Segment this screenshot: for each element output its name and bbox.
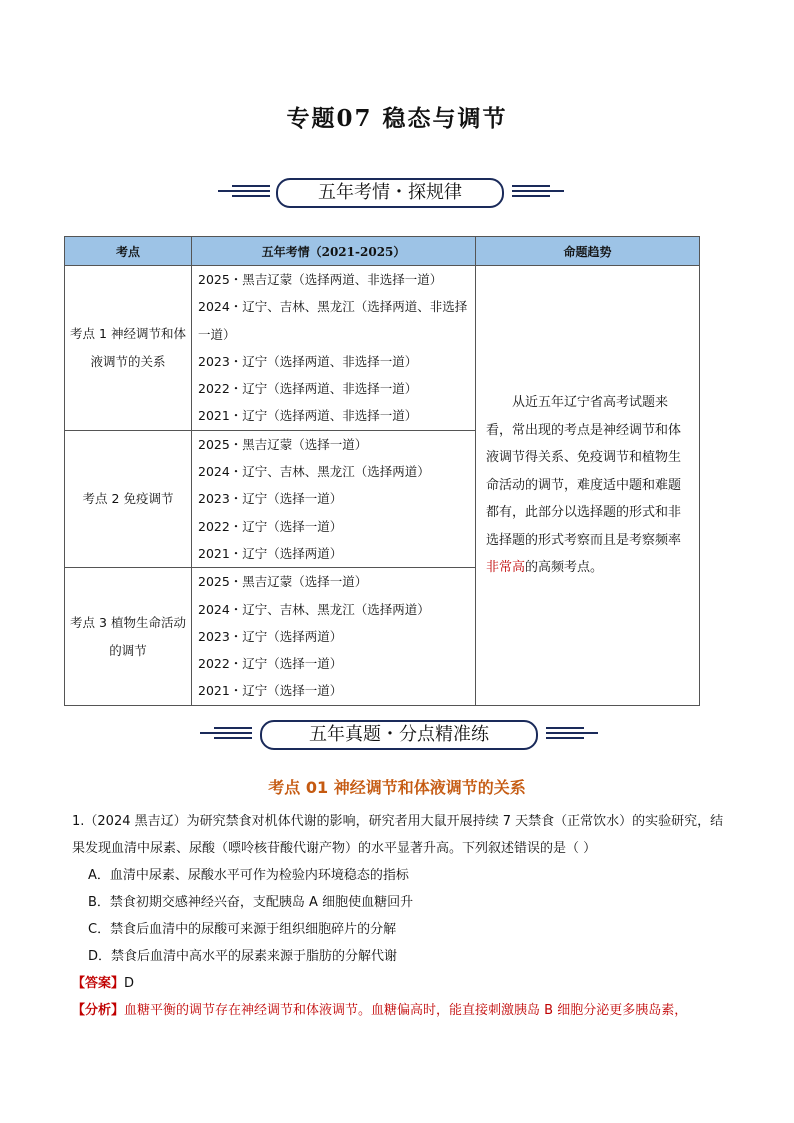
years-cell (192, 568, 476, 705)
analysis-text: 血糖平衡的调节存在神经调节和体液调节。血糖偏高时，能直接刺激胰岛 B 细胞分泌更多胰岛素， (124, 1003, 688, 1018)
year-entry: 2024・辽宁、吉林、黑龙江（选择两道） (198, 601, 430, 617)
banner-right-lines (512, 185, 564, 201)
table-row (65, 266, 700, 431)
year-entry: 2021・辽宁（选择两道） (198, 545, 343, 561)
trend-text-end: 的高频考点。 (525, 560, 604, 576)
year-entry: 2024・辽宁、吉林、黑龙江（选择两道） (198, 464, 430, 480)
topic-cell: 考点 2 免疫调节 (65, 430, 192, 567)
year-entry: 2025・黑吉辽蒙（选择一道） (198, 574, 368, 590)
trend-emphasis: 非常高 (486, 560, 526, 576)
year-entry: 2022・辽宁（选择两道、非选择一道） (198, 381, 418, 397)
section-title: 考点 01 神经调节和体液调节的关系 (268, 778, 526, 797)
section-banner-exam-trends (0, 178, 794, 208)
year-entry: 2021・辽宁（选择一道） (198, 683, 343, 699)
exam-trend-table (64, 236, 700, 706)
year-entry: 2023・辽宁（选择两道） (198, 628, 343, 644)
years-cell (192, 266, 476, 431)
year-entry: 2021・辽宁（选择两道、非选择一道） (198, 408, 418, 424)
option-c: C．禁食后血清中的尿酸可来源于组织细胞碎片的分解 (88, 922, 397, 937)
section-banner-past-exams (0, 720, 794, 750)
header-trend: 命题趋势 (476, 237, 700, 266)
topic-cell: 考点 3 植物生命活动的调节 (65, 568, 192, 705)
trend-cell (476, 266, 700, 706)
trend-text: 从近五年辽宁省高考试题来看，常出现的考点是神经调节和体液调节得关系、免疫调节和植物生命活动的调节，难度适中题和难题都有，此部分以选择题的形式和非选择题的形式考察而且是考察频率 (486, 395, 682, 548)
year-entry: 2022・辽宁（选择一道） (198, 518, 343, 534)
topic-cell: 考点 1 神经调节和体液调节的关系 (65, 266, 192, 431)
option-b: B．禁食初期交感神经兴奋，支配胰岛 A 细胞使血糖回升 (88, 895, 414, 910)
header-five-year: 五年考情（2021-2025） (192, 237, 476, 266)
banner-right-lines (546, 727, 598, 743)
year-entry: 2025・黑吉辽蒙（选择两道、非选择一道） (198, 272, 443, 287)
question-stem: 1.（2024 黑吉辽）为研究禁食对机体代谢的影响，研究者用大鼠开展持续 7 天禁食（正常饮水）的实验研究，结果发现血清中尿素、尿酸（嘌呤核苷酸代谢产物）的水平显著升高。下列叙述错误的是（ ） (72, 814, 724, 856)
analysis-line (72, 997, 738, 1024)
year-entry: 2023・辽宁（选择一道） (198, 491, 343, 507)
page-title: 专题07 稳态与调节 (286, 105, 508, 132)
answer-line (72, 970, 732, 997)
banner-left-lines (200, 727, 252, 743)
answer-label: 【答案】 (72, 976, 125, 991)
years-cell (192, 430, 476, 567)
option-d: D．禁食后血清中高水平的尿素来源于脂肪的分解代谢 (88, 949, 398, 964)
year-entry: 2024・辽宁、吉林、黑龙江（选择两道、非选择一道） (198, 299, 468, 342)
banner-left-lines (218, 185, 270, 201)
analysis-label: 【分析】 (72, 1003, 125, 1018)
table-header-row (65, 237, 700, 266)
answer-value: D (124, 976, 135, 991)
banner-label: 五年真题・分点精准练 (260, 720, 538, 750)
banner-label: 五年考情・探规律 (276, 178, 504, 208)
year-entry: 2025・黑吉辽蒙（选择一道） (198, 436, 368, 452)
year-entry: 2022・辽宁（选择一道） (198, 656, 343, 672)
year-entry: 2023・辽宁（选择两道、非选择一道） (198, 353, 418, 369)
header-topic: 考点 (65, 237, 192, 266)
option-a: A．血清中尿素、尿酸水平可作为检验内环境稳态的指标 (88, 868, 409, 883)
